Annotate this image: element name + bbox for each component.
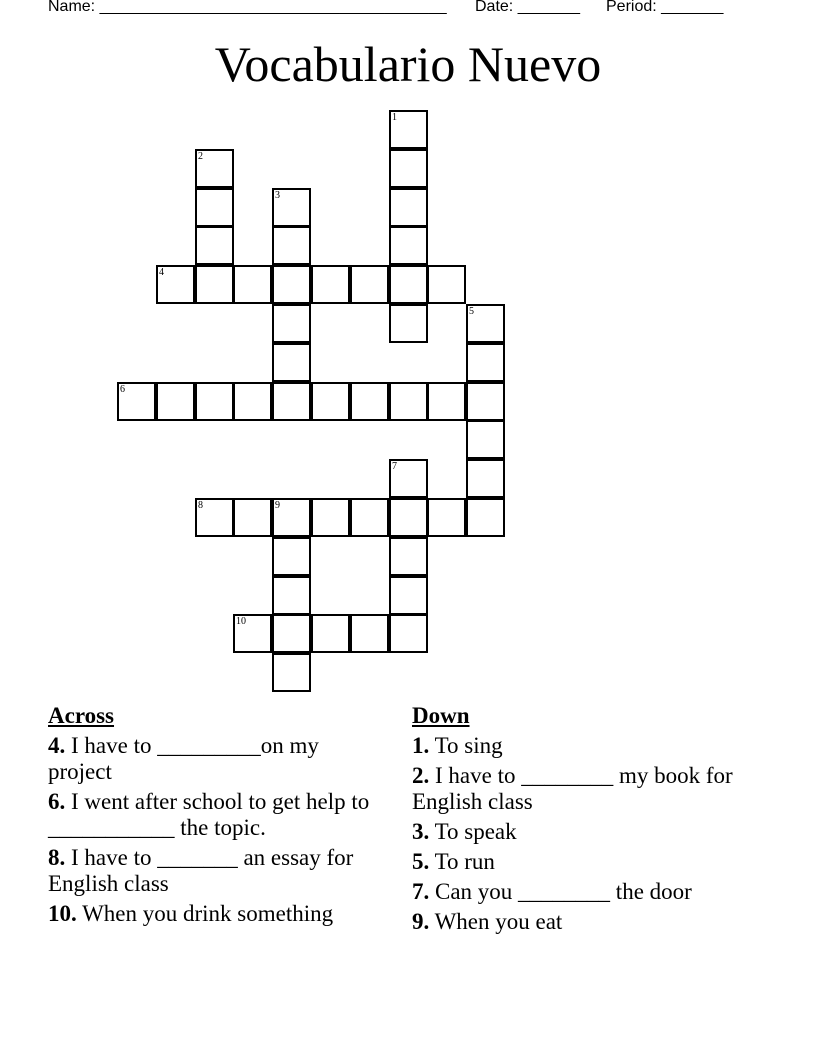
clue-text: I have to _________on my project (48, 733, 319, 784)
crossword-cell[interactable] (311, 265, 350, 304)
crossword-cell[interactable] (427, 265, 466, 304)
across-clue (48, 733, 388, 785)
clue-text: I have to ________ my book for English class (412, 763, 733, 814)
crossword-cell[interactable] (195, 149, 234, 188)
crossword-cell[interactable] (272, 498, 311, 537)
down-clue (412, 879, 772, 905)
crossword-cell[interactable] (350, 265, 389, 304)
crossword-cell[interactable] (389, 459, 428, 498)
crossword-cell[interactable] (233, 382, 272, 421)
crossword-cell[interactable] (389, 498, 428, 537)
clue-text: To speak (429, 819, 517, 844)
clue-text: I went after school to get help to ___________ the topic. (48, 789, 370, 840)
down-clues (412, 703, 772, 939)
crossword-cell[interactable] (350, 614, 389, 653)
clue-number-label: 4 (159, 267, 164, 278)
across-clues (48, 703, 388, 931)
clue-number: 6. (48, 789, 66, 814)
clue-number-label: 5 (469, 306, 474, 317)
name-field-label[interactable]: Name: _______________________________________ (48, 0, 447, 15)
clue-number-label: 9 (275, 500, 280, 511)
clue-number: 8. (48, 845, 66, 870)
crossword-cell[interactable] (272, 537, 311, 576)
crossword-cell[interactable] (389, 304, 428, 343)
crossword-cell[interactable] (389, 382, 428, 421)
crossword-cell[interactable] (272, 343, 311, 382)
crossword-cell[interactable] (350, 498, 389, 537)
crossword-cell[interactable] (389, 188, 428, 227)
crossword-cell[interactable] (233, 265, 272, 304)
clue-number: 9. (412, 909, 430, 934)
crossword-cell[interactable] (272, 265, 311, 304)
clue-number-label: 2 (198, 151, 203, 162)
clue-number-label: 8 (198, 500, 203, 511)
clue-number: 2. (412, 763, 430, 788)
clue-text: Can you ________ the door (429, 879, 692, 904)
page-title: Vocabulario Nuevo (214, 36, 602, 92)
crossword-cell[interactable] (389, 265, 428, 304)
crossword-cell[interactable] (389, 614, 428, 653)
across-heading: Across (48, 703, 115, 728)
crossword-cell[interactable] (272, 226, 311, 265)
crossword-cell[interactable] (389, 226, 428, 265)
crossword-cell[interactable] (272, 576, 311, 615)
crossword-cell[interactable] (389, 576, 428, 615)
down-clue (412, 819, 772, 845)
crossword-cell[interactable] (389, 149, 428, 188)
crossword-cell[interactable] (272, 653, 311, 692)
crossword-cell[interactable] (427, 382, 466, 421)
crossword-cell[interactable] (272, 614, 311, 653)
crossword-cell[interactable] (195, 226, 234, 265)
down-clue (412, 733, 772, 759)
crossword-cell[interactable] (389, 110, 428, 149)
crossword-cell[interactable] (311, 614, 350, 653)
across-clue (48, 901, 388, 927)
crossword-cell[interactable] (466, 498, 505, 537)
crossword-cell[interactable] (117, 382, 156, 421)
crossword-cell[interactable] (389, 537, 428, 576)
down-heading: Down (412, 703, 470, 728)
crossword-cell[interactable] (272, 382, 311, 421)
clue-number-label: 6 (120, 384, 125, 395)
clue-number-label: 1 (392, 112, 397, 123)
across-clue (48, 789, 388, 841)
clue-number: 1. (412, 733, 430, 758)
clue-text: When you eat (429, 909, 563, 934)
crossword-cell[interactable] (272, 304, 311, 343)
clue-text: To sing (429, 733, 503, 758)
down-clue (412, 909, 772, 935)
clue-number: 5. (412, 849, 430, 874)
clue-number: 10. (48, 901, 77, 926)
clue-text: When you drink something (76, 901, 334, 926)
crossword-cell[interactable] (195, 265, 234, 304)
crossword-cell[interactable] (311, 382, 350, 421)
crossword-cell[interactable] (195, 188, 234, 227)
crossword-cell[interactable] (233, 614, 272, 653)
clue-text: I have to _______ an essay for English class (48, 845, 354, 896)
across-clue (48, 845, 388, 897)
crossword-cell[interactable] (427, 498, 466, 537)
crossword-cell[interactable] (466, 459, 505, 498)
crossword-cell[interactable] (350, 382, 389, 421)
crossword-cell[interactable] (466, 420, 505, 459)
clue-number-label: 7 (392, 461, 397, 472)
crossword-cell[interactable] (272, 188, 311, 227)
clue-number-label: 3 (275, 190, 280, 201)
crossword-cell[interactable] (466, 382, 505, 421)
crossword-cell[interactable] (233, 498, 272, 537)
crossword-cell[interactable] (466, 343, 505, 382)
crossword-cell[interactable] (156, 265, 195, 304)
period-field-label[interactable]: Period: _______ (606, 0, 724, 15)
clue-number-label: 10 (236, 616, 246, 627)
crossword-cell[interactable] (466, 304, 505, 343)
crossword-cell[interactable] (156, 382, 195, 421)
clue-number: 7. (412, 879, 430, 904)
down-clue (412, 763, 772, 815)
crossword-cell[interactable] (195, 382, 234, 421)
down-clue (412, 849, 772, 875)
clue-number: 4. (48, 733, 66, 758)
crossword-cell[interactable] (195, 498, 234, 537)
clue-number: 3. (412, 819, 430, 844)
date-field-label[interactable]: Date: _______ (475, 0, 580, 15)
crossword-cell[interactable] (311, 498, 350, 537)
clue-text: To run (429, 849, 495, 874)
